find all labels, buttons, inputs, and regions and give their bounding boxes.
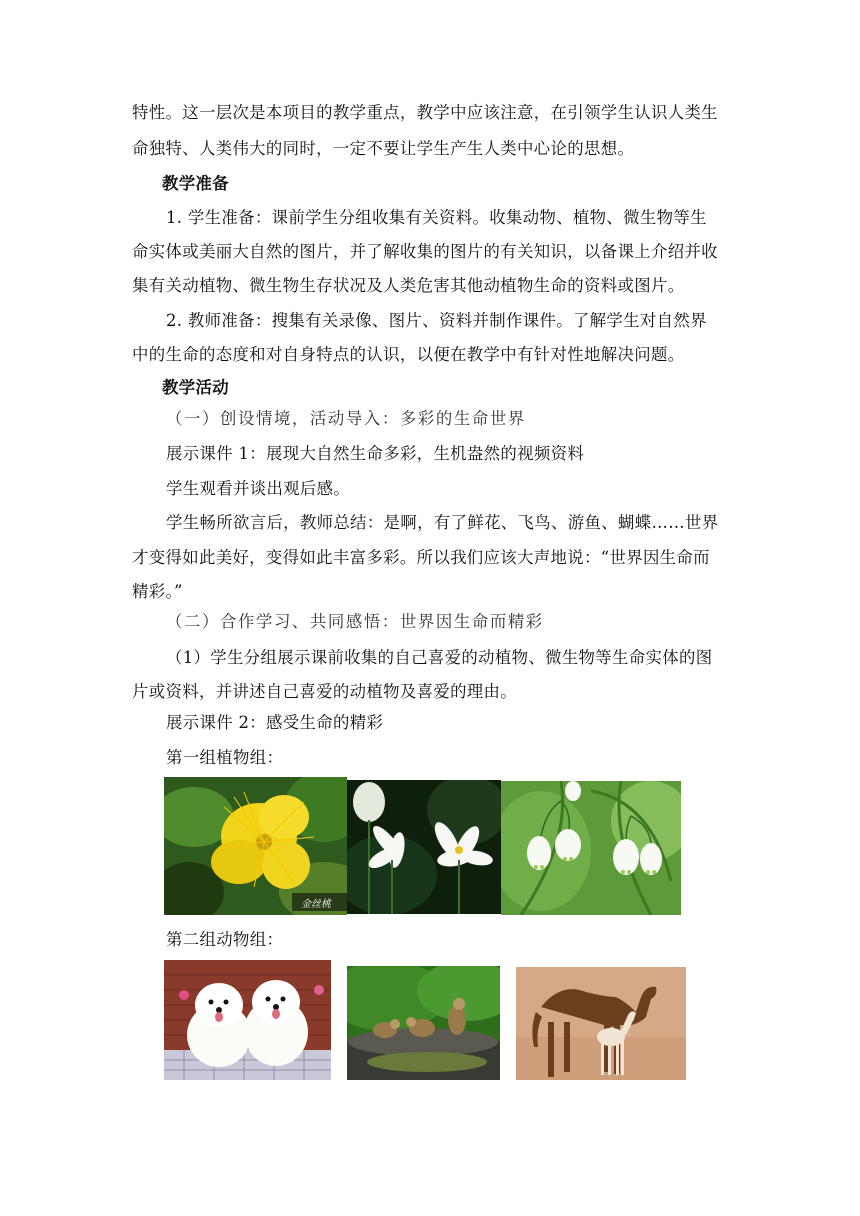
- prairie-dogs-photo: [347, 966, 500, 1080]
- paragraph-line: 才变得如此美好，变得如此丰富多彩。所以我们应该大声地说：“世界因生命而: [132, 548, 710, 567]
- paragraph-line: 第二组动物组：: [166, 930, 284, 949]
- paragraph-line: 1. 学生准备：课前学生分组收集有关资料。收集动物、植物、微生物等生: [166, 208, 707, 227]
- white-puppies-photo: [164, 960, 331, 1080]
- paragraph-line: 特性。这一层次是本项目的教学重点，教学中应该注意，在引领学生认识人类生: [132, 103, 718, 122]
- section-heading-preparation: 教学准备: [162, 174, 229, 193]
- snowdrop-photo: [501, 781, 681, 915]
- paragraph-line: 命独特、人类伟大的同时，一定不要让学生产生人类中心论的思想。: [132, 139, 635, 158]
- section-heading-activities: 教学活动: [162, 378, 229, 397]
- paragraph-line: 展示课件 1：展现大自然生命多彩，生机盎然的视频资料: [166, 444, 585, 463]
- paragraph-line: 集有关动植物、微生物生存状况及人类危害其他动植物生命的资料或图片。: [132, 276, 685, 295]
- paragraph-line: 中的生命的态度和对自身特点的认识，以便在教学中有针对性地解决问题。: [132, 345, 685, 364]
- paragraph-line: 学生观看并谈出观后感。: [166, 479, 351, 498]
- photo-watermark: 金丝桃: [301, 899, 331, 910]
- paragraph-line: 精彩。”: [132, 582, 183, 601]
- paragraph-line: 片或资料，并讲述自己喜爱的动植物及喜爱的理由。: [132, 682, 518, 701]
- paragraph-line: 学生畅所欲言后，教师总结：是啊，有了鲜花、飞鸟、游鱼、蝴蝶……世界: [166, 513, 719, 532]
- paragraph-line: 展示课件 2：感受生命的精彩: [166, 713, 384, 732]
- paragraph-line: 2. 教师准备：搜集有关录像、图片、资料并制作课件。了解学生对自然界: [166, 311, 707, 330]
- activity-subheading-1: （一）创设情境，活动导入：多彩的生命世界: [166, 409, 526, 428]
- paragraph-line: 第一组植物组：: [166, 748, 284, 767]
- paragraph-line: （1）学生分组展示课前收集的自己喜爱的动植物、微生物等生命实体的图: [166, 648, 713, 667]
- activity-subheading-2: （二）合作学习、共同感悟：世界因生命而精彩: [166, 612, 544, 631]
- paragraph-line: 命实体或美丽大自然的图片，并了解收集的图片的有关知识，以备课上介绍并收: [132, 242, 718, 261]
- white-lily-photo: [347, 780, 501, 914]
- camel-mother-baby-photo: [516, 967, 686, 1080]
- yellow-flower-photo: [164, 777, 347, 915]
